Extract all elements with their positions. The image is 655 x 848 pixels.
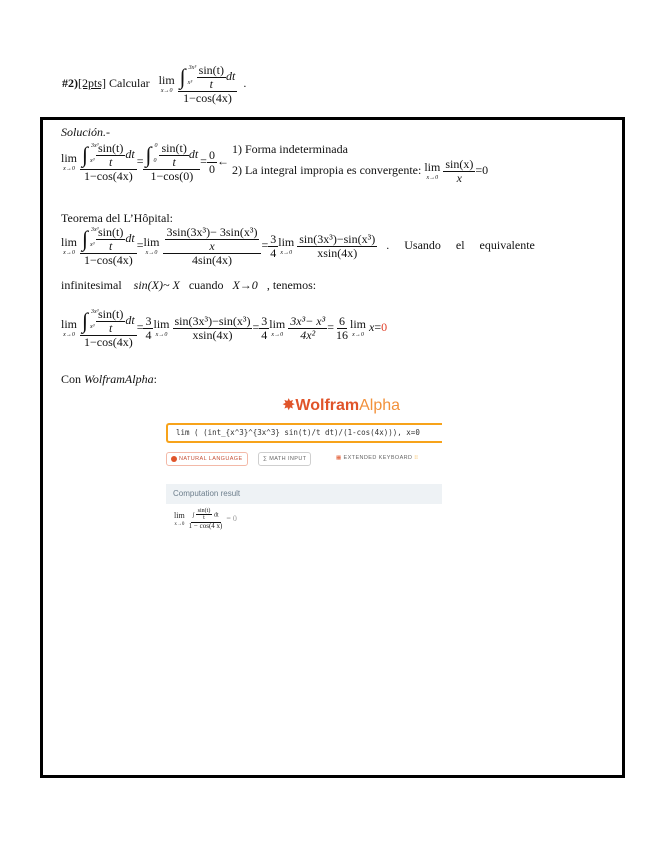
- problem-fraction: ∫ 3x³ x³ $\frac{\sin(t)}{t}$ dt 1−cos(4x): [179, 63, 236, 105]
- extended-keyboard-button[interactable]: ▦ EXTENDED KEYBOARD ⁞⁞: [336, 455, 419, 461]
- theorem-heading: Teorema del L’Hôpital:: [61, 211, 174, 225]
- solution-step-2: lim x→0 ∫ 3x³ x³ $\frac{\sin(t)}{t}$ dt 1−cos(4x) = lim x→0 $\frac{\frac{\text{3sin(3x³)− 3sin(x³)}}{x}}{4\sin(4x)}$ = $\frac{3}{4}$ lim x→0 $\frac{\text{sin(3x³)−sin(x³)}}{xsin(4x)}$ . Usando el equivalente: [61, 225, 535, 267]
- note-indeterminate: 1) Forma indeterminada: [231, 142, 348, 156]
- problem-points: [2pts]: [78, 76, 106, 91]
- math-input-button[interactable]: ∑ MATH INPUT: [258, 452, 311, 466]
- step2-tail: . Usando el equivalente: [386, 238, 535, 253]
- solution-step-1: lim x→0 ∫ 3x³ x³ $\frac{\sin(t)}{t}$ dt 1−cos(4x) = ∫ 0 0 $\frac{\sin(t)}{t}$ dt 1−cos(0) = $\frac{0}{0}$ ← 1) Forma indeterminada 2) La integral impropia es convergente: lim x→0 $\frac{\sin(x)}{x}$ =0: [61, 140, 489, 185]
- limit-operator: lim x→0: [158, 73, 175, 95]
- problem-number: #2): [62, 76, 78, 91]
- wolfram-logo: ✸WolframAlpha: [282, 397, 401, 414]
- note-convergent: 2) La integral impropia es convergente: lim x→0 $\frac{\sin(x)}{x}$ =0: [231, 157, 489, 185]
- computation-result-bar: Computation result: [166, 484, 442, 504]
- arrow-left-icon: ←: [216, 154, 229, 169]
- wolfram-dot-icon: [171, 456, 177, 462]
- solution-heading: Solución.-: [61, 125, 110, 139]
- problem-verb: Calcular: [109, 76, 150, 91]
- wolfram-star-icon: ✸: [282, 397, 296, 414]
- keyboard-icon: ▦: [336, 455, 342, 461]
- computation-result: lim x→0 ∫ $\frac{\sin(t)}{t}$ dt 1 − cos(4 x) = 0: [174, 508, 237, 530]
- solution-step-3: lim x→0 ∫ 3x³ x³ $\frac{\sin(t)}{t}$ dt 1−cos(4x) = $\frac{3}{4}$ lim x→0 $\frac{\text{sin(3x³)−sin(x³)}}{xsin(4x)}$ = $\frac{3}{4}$ lim x→0 $\frac{\text{3x³− x³}}{\text{4x²}}$ = $\frac{6}{16}$ lim x→0 x=0: [61, 307, 388, 349]
- wolfram-query-input[interactable]: lim ( (int_{x^3}^{3x^3} sin(t)/t dt)/(1-cos(4x))), x=0: [166, 423, 442, 443]
- problem-statement: #2)[2pts] Calcular lim x→0 ∫ 3x³ x³ $\frac{\sin(t)}{t}$ dt 1−cos(4x) .: [62, 63, 247, 105]
- math-input-icon: ∑: [263, 456, 268, 462]
- grid-icon: ⁞⁞: [414, 455, 419, 461]
- final-result: 0: [381, 320, 388, 335]
- natural-language-button[interactable]: NATURAL LANGUAGE: [166, 452, 248, 466]
- wolfram-intro: Con WolframAlpha:: [61, 372, 157, 386]
- solution-step-2-line2: infinitesimal sin(X)~ X cuando X→0 , tenemos:: [61, 278, 317, 292]
- integral-sign: ∫ 3x³ x³: [179, 64, 197, 90]
